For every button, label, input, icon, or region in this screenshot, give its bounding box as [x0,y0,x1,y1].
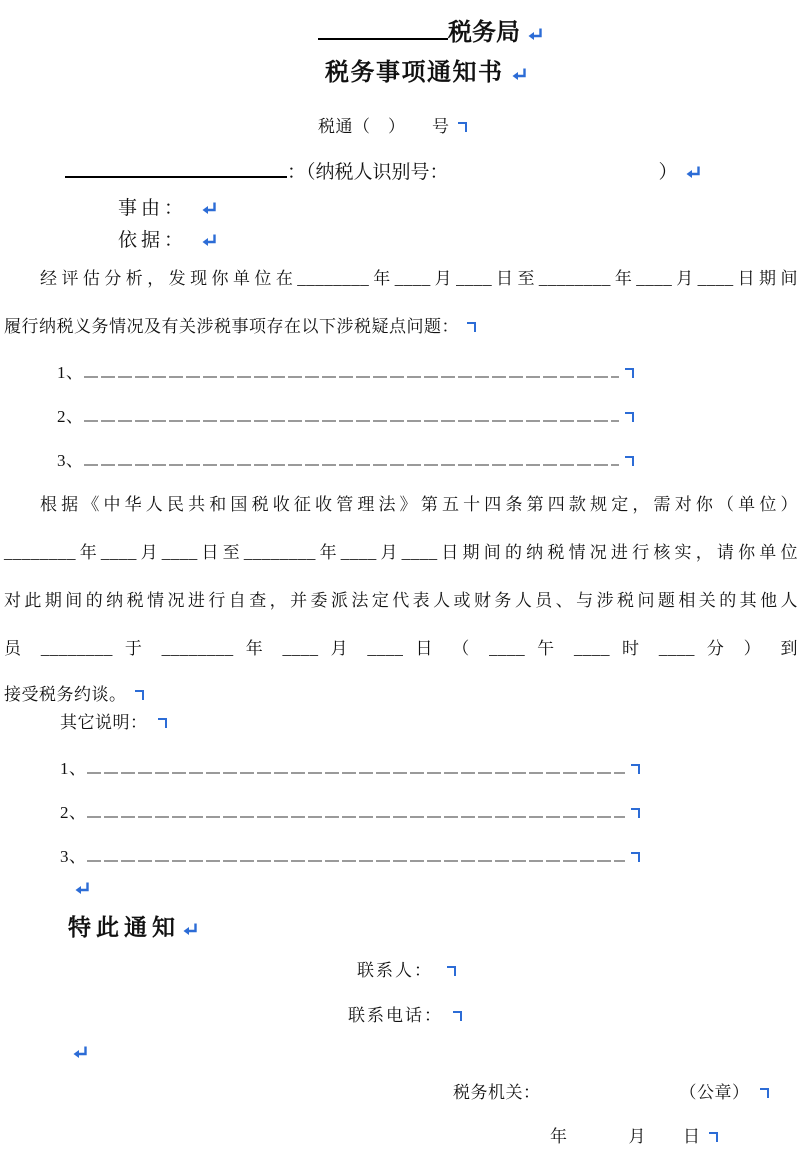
paragraph-return-icon [201,233,217,247]
paragraph-mark-icon [631,852,640,862]
issue-blank[interactable] [84,404,619,422]
paragraph-return-icon [201,201,217,215]
paragraph-return-icon [685,165,701,179]
note-number: 2、 [60,802,87,822]
doc-number-line [318,116,467,137]
issue-blank[interactable] [84,448,619,466]
document-title [325,58,527,88]
paragraph-mark-icon [631,764,640,774]
seal-label: （公章） [679,1083,750,1102]
assessment-paragraph-line-1: 经评估分析，发现你单位在________年____月____日至________年____月____日期间 [40,269,798,288]
issue-item-3 [57,448,634,471]
note-item-3 [60,844,640,867]
contact-person-field [357,960,456,981]
paragraph-mark-icon [447,966,456,976]
assessment-paragraph-line-2-text: 履行纳税义务情况及有关涉税事项存在以下涉税疑点问题： [4,317,459,336]
date-day-label: 日 [683,1127,701,1146]
basis-field [118,229,217,253]
paragraph-mark-icon [760,1088,769,1098]
note-blank[interactable] [87,756,625,774]
bureau-suffix: 税务局 [448,20,520,46]
doc-number-text: 税通（ ） 号 [318,117,450,136]
closing-notice [68,914,198,943]
contact-phone-field [348,1005,462,1026]
basis-label: 依据： [118,230,188,251]
paragraph-return-icon [527,27,543,41]
taxpayer-id-label: （纳税人识别号： [306,162,449,183]
closing-notice-text: 特此通知 [68,915,180,940]
matter-label: 事由： [118,198,188,219]
paragraph-mark-icon [631,808,640,818]
paragraph-mark-icon [709,1132,718,1142]
date-month-label: 月 [628,1127,646,1146]
issue-item-2 [57,404,634,427]
document-title-text: 税务事项通知书 [325,60,504,86]
paragraph-mark-icon [625,456,634,466]
note-number: 3、 [60,846,87,866]
issue-number: 1、 [57,362,84,382]
issue-blank[interactable] [84,360,619,378]
note-blank[interactable] [87,844,625,862]
taxpayer-id-blank[interactable] [449,177,659,178]
paragraph-return-icon [74,881,90,895]
legal-basis-paragraph-line-1: 根据《中华人民共和国税收征收管理法》第五十四条第四款规定，需对你（单位） [40,495,798,514]
contact-person-label: 联系人： [357,961,433,980]
contact-phone-label: 联系电话： [348,1006,443,1025]
paragraph-return-icon [511,67,527,81]
addressee-colon: ： [287,162,307,183]
note-number: 1、 [60,758,87,778]
assessment-paragraph-line-2 [4,316,476,337]
note-blank[interactable] [87,800,625,818]
tax-authority-label: 税务机关： [453,1083,541,1102]
close-paren: ） [658,162,678,183]
paragraph-mark-icon [625,412,634,422]
legal-basis-paragraph-line-5 [4,684,144,705]
addressee-line [65,157,701,185]
date-year-label: 年 [550,1127,568,1146]
empty-paragraph [72,1044,88,1064]
paragraph-mark-icon [625,368,634,378]
empty-paragraph [74,880,90,900]
matter-field [118,197,217,221]
paragraph-return-icon [182,922,198,936]
paragraph-mark-icon [458,122,467,132]
date-month-blank[interactable] [646,1141,683,1142]
note-item-1 [60,756,640,779]
paragraph-mark-icon [453,1011,462,1021]
bureau-title-line [318,14,543,48]
issue-number: 3、 [57,450,84,470]
authority-signature-line [453,1082,769,1103]
issue-number: 2、 [57,406,84,426]
issue-item-1 [57,360,634,383]
paragraph-mark-icon [158,718,167,728]
paragraph-mark-icon [135,690,144,700]
legal-basis-paragraph-line-4: 员 ________ 于 ________ 年 ____ 月 ____ 日 （ ____ 午 ____ 时 ____ 分 ） 到 [4,639,798,658]
date-year-blank[interactable] [568,1141,629,1142]
other-notes-label: 其它说明： [60,713,148,732]
addressee-name-blank[interactable] [65,157,287,178]
paragraph-return-icon [72,1045,88,1059]
legal-basis-paragraph-line-5-text: 接受税务约谈。 [4,685,127,704]
legal-basis-paragraph-line-2: ________年____月____日至________年____月____日期间的纳税情况进行核实，请你单位 [4,543,798,562]
date-signature-line [550,1126,718,1147]
note-item-2 [60,800,640,823]
paragraph-mark-icon [467,322,476,332]
bureau-name-blank[interactable] [318,14,448,40]
legal-basis-paragraph-line-3: 对此期间的纳税情况进行自查，并委派法定代表人或财务人员、与涉税问题相关的其他人 [4,591,798,610]
other-notes-header [60,712,167,733]
authority-name-blank[interactable] [541,1097,680,1098]
